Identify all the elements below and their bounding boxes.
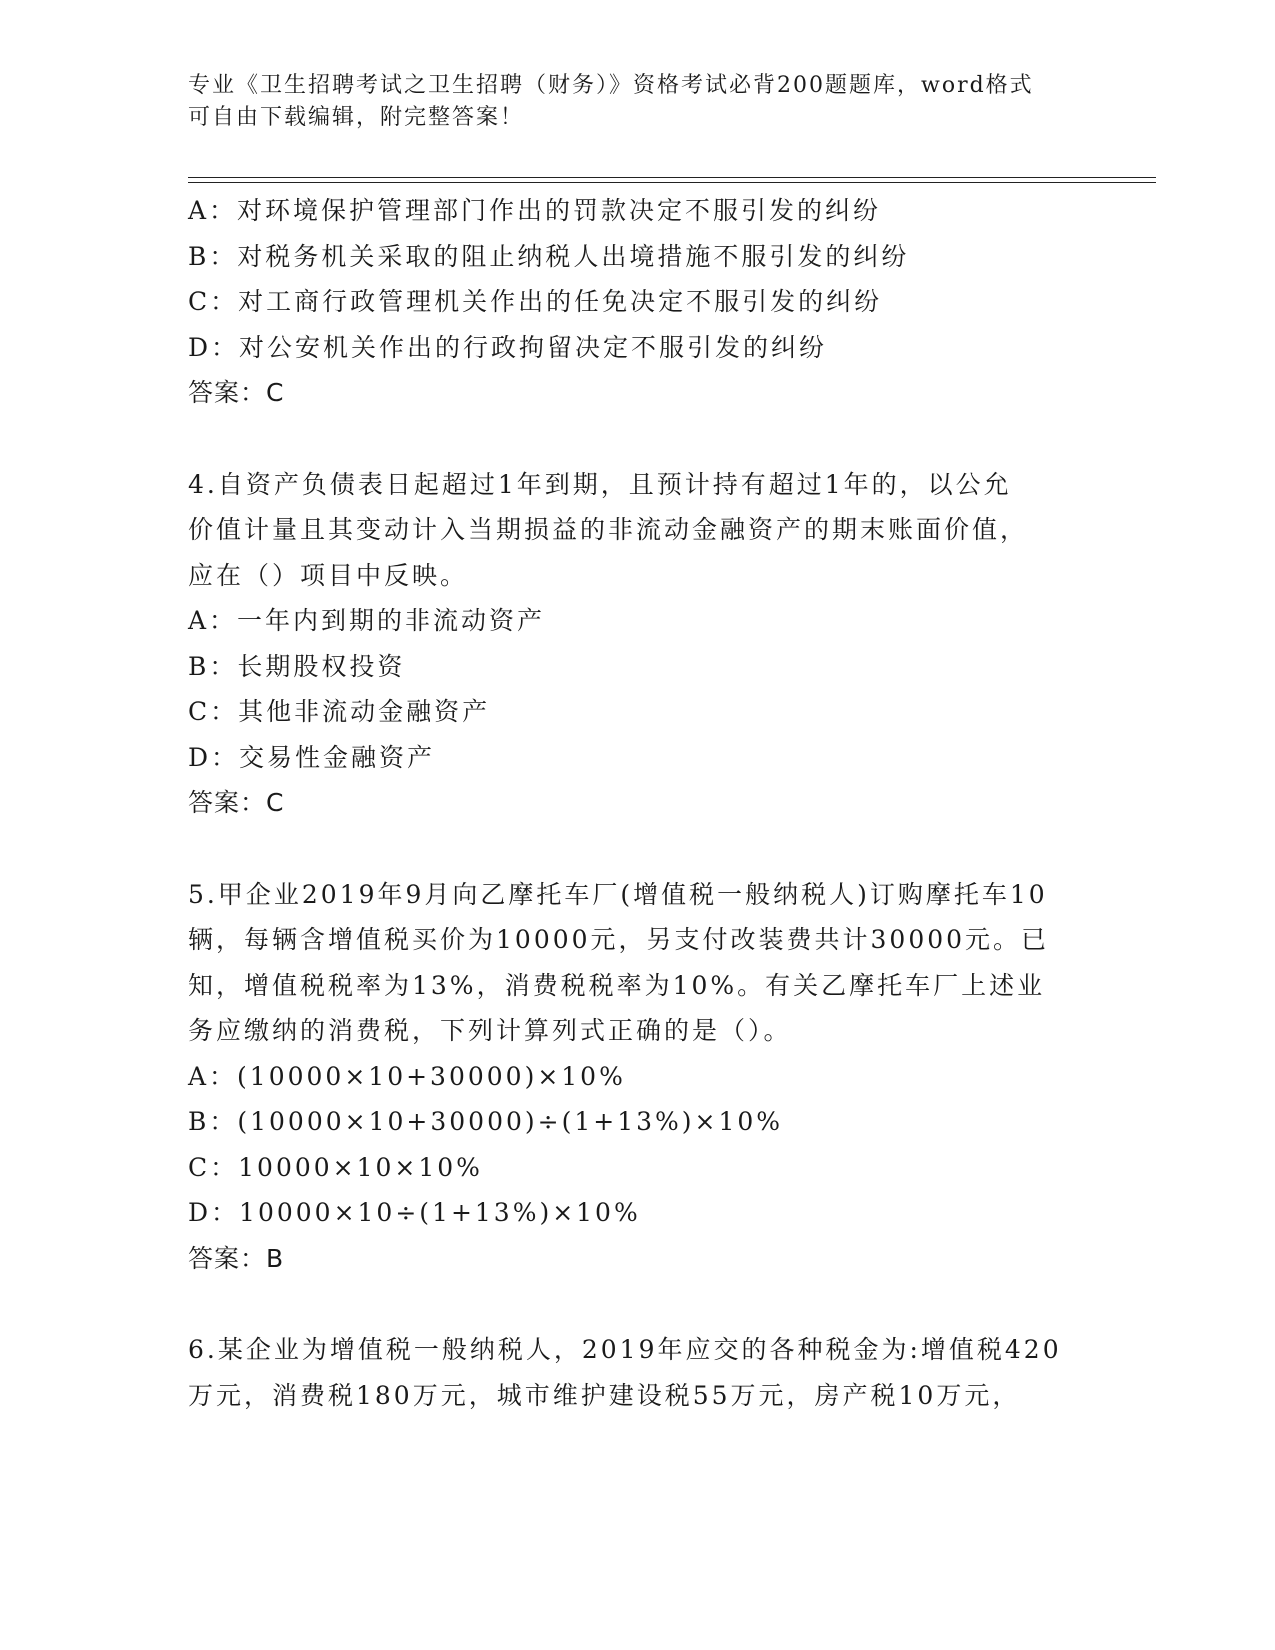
answer: 答案：C bbox=[188, 788, 285, 817]
header-line-2: 可自由下载编辑，附完整答案！ bbox=[188, 105, 525, 130]
option-d: D：交易性金融资产 bbox=[188, 742, 436, 772]
question-stem-line: 万元，消费税180万元，城市维护建设税55万元，房产税10万元， bbox=[188, 1380, 1021, 1410]
option-c: C：10000×10×10% bbox=[188, 1152, 483, 1182]
document-header bbox=[188, 70, 1068, 134]
question-stem-line: 应在（）项目中反映。 bbox=[188, 560, 469, 590]
question-stem-line: 务应缴纳的消费税，下列计算列式正确的是（）。 bbox=[188, 1016, 792, 1045]
question-stem-line: 价值计量且其变动计入当期损益的非流动金融资产的期末账面价值， bbox=[188, 515, 1029, 544]
option-b: B：长期股权投资 bbox=[188, 651, 406, 681]
option-c: C：对工商行政管理机关作出的任免决定不服引发的纠纷 bbox=[188, 287, 883, 316]
answer: 答案：B bbox=[188, 1243, 285, 1273]
option-a: A：对环境保护管理部门作出的罚款决定不服引发的纠纷 bbox=[188, 196, 882, 225]
header-rule-bottom bbox=[188, 182, 1156, 183]
option-a: A：一年内到期的非流动资产 bbox=[188, 606, 546, 635]
answer: 答案：C bbox=[188, 378, 285, 407]
question-stem-line: 知，增值税税率为13%，消费税税率为10%。有关乙摩托车厂上述业 bbox=[188, 970, 1046, 1000]
option-d: D：10000×10÷(1+13%)×10% bbox=[188, 1198, 641, 1227]
question-4 bbox=[188, 462, 1098, 826]
question-stem-line: 4.自资产负债表日起超过1年到期，且预计持有超过1年的，以公允 bbox=[188, 469, 1012, 499]
question-3 bbox=[188, 188, 1098, 416]
question-stem-line: 辆，每辆含增值税买价为10000元，另支付改装费共计30000元。已 bbox=[188, 925, 1050, 954]
option-c: C：其他非流动金融资产 bbox=[188, 697, 491, 726]
header-line-1: 专业《卫生招聘考试之卫生招聘（财务）》资格考试必背200题题库，word格式 bbox=[188, 73, 1034, 98]
question-stem-line: 6.某企业为增值税一般纳税人，2019年应交的各种税金为:增值税420 bbox=[188, 1335, 1062, 1364]
option-d: D：对公安机关作出的行政拘留决定不服引发的纠纷 bbox=[188, 332, 828, 362]
option-b: B：(10000×10+30000)÷(1+13%)×10% bbox=[188, 1107, 784, 1136]
question-5 bbox=[188, 872, 1098, 1282]
question-stem-line: 5.甲企业2019年9月向乙摩托车厂(增值税一般纳税人)订购摩托车10 bbox=[188, 879, 1048, 909]
header-rule-top bbox=[188, 177, 1156, 178]
option-a: A：(10000×10+30000)×10% bbox=[188, 1061, 626, 1091]
document-body bbox=[188, 188, 1098, 1418]
question-6 bbox=[188, 1327, 1098, 1418]
option-b: B：对税务机关采取的阻止纳税人出境措施不服引发的纠纷 bbox=[188, 241, 910, 271]
